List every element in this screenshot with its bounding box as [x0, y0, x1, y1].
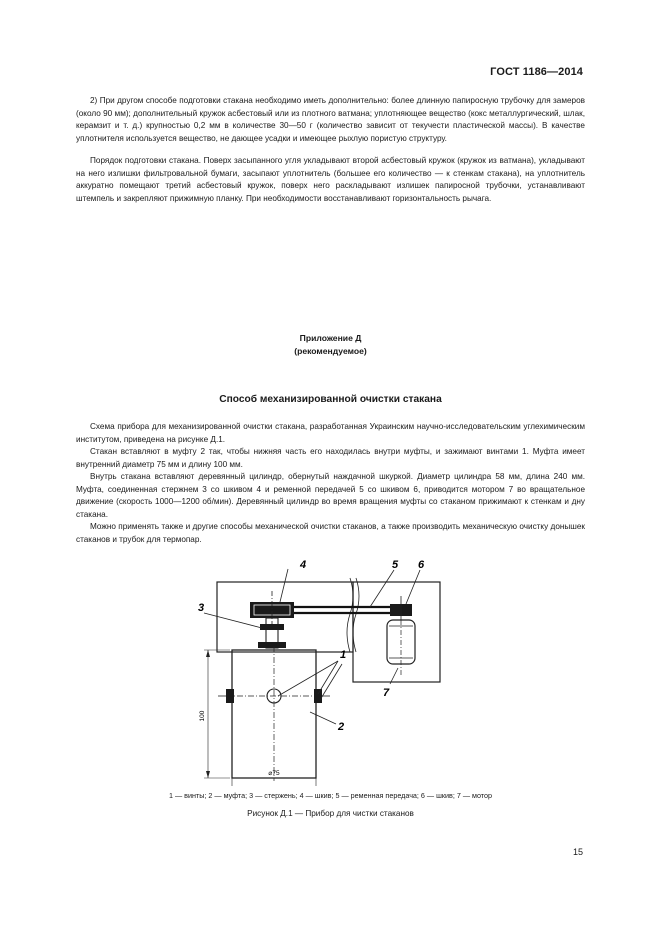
page-number: 15: [572, 847, 583, 857]
screw-1-left: [226, 689, 234, 703]
label-1: 1: [340, 649, 347, 661]
cleaning-device-diagram: [190, 556, 450, 786]
label-7: 7: [383, 687, 390, 699]
paragraph-other-methods: Можно применять также и другие способы механической очистки стаканов, а также производить механическую очистку донышек стаканов и трубок для термопар.: [76, 522, 585, 544]
appendix-heading: Приложение Д: [299, 333, 362, 343]
height-dimension: 100: [199, 710, 206, 722]
figure-caption: Рисунок Д.1 — Прибор для чистки стаканов: [247, 809, 414, 818]
right-base-plate: [353, 582, 440, 682]
document-header: ГОСТ 1186—2014: [490, 66, 583, 78]
figure-legend: 1 — винты; 2 — муфта; 3 — стержень; 4 — шкив; 5 — ременная передача; 6 — шкив; 7 — мотор: [168, 791, 493, 800]
appendix-title: Способ механизированной очистки стакана: [219, 394, 442, 405]
appendix-status: (рекомендуемое): [294, 346, 367, 356]
paragraph-wood-cylinder: Внутрь стакана вставляют деревянный цилиндр, обернутый наждачной шкуркой. Диаметр цилиндра 58 мм, длина 240 мм. Муфта, соединенная стержнем 3 со шкивом 4 и ременной передачей 5 со шкивом 6, приводится мотором 7 во вращательное движение (скорость 1000—1200 об/мин). Деревянный цилиндр во время вращения муфты со стаканом прижимают к стенкам и дну стакана.: [76, 472, 585, 519]
label-3: 3: [198, 602, 205, 614]
label-5: 5: [392, 559, 399, 571]
paragraph-insert-glass: Стакан вставляют в муфту 2 так, чтобы нижняя часть его находилась внутри муфты, и зажимают винтами 1. Муфта имеет внутренний диаметр 75 мм и длину 100 мм.: [76, 447, 585, 469]
label-2: 2: [338, 721, 345, 733]
diameter-dimension: ⌀75: [268, 770, 280, 777]
label-6: 6: [418, 559, 425, 571]
break-line-right: [353, 578, 359, 652]
paragraph-scheme: Схема прибора для механизированной очистки стакана, разработанная Украинским научно-исследовательским углехимическим институтом, приведена на рисунке Д.1.: [76, 422, 585, 444]
break-line-left: [347, 578, 353, 652]
paragraph-alt-method: 2) При другом способе подготовки стакана необходимо иметь дополнительно: более длинную папиросную трубочку для замеров (около 90 мм); дополнительный кружок асбестовый или из плотного ватмана; уплотняющее вещество (кокс металлургический, шлак, керамзит и т. д.) крупностью 0,2 мм в количестве 30—50 г (количество зависит от текучести пластической массы). В качестве уплотнителя используется вещество, не дающее усадки и имеющее рыхлую пористую структуру.: [76, 96, 585, 143]
label-4: 4: [300, 559, 307, 571]
screw-1-right: [314, 689, 322, 703]
paragraph-preparation-order: Порядок подготовки стакана. Поверх засыпанного угля укладывают второй асбестовый кружок (кружок из ватмана), укладывают на него излишки фильтровальной бумаги, засыпают уплотнитель (большее его количество — к стенкам стакана), на уплотнитель аккуратно помещают третий асбестовый кружок, поверх него раскладывают излишек папиросной трубочки, устанавливают штемпель и закрепляют прижимную планку. При необходимости восстанавливают горизонтальность рычага.: [76, 156, 585, 203]
